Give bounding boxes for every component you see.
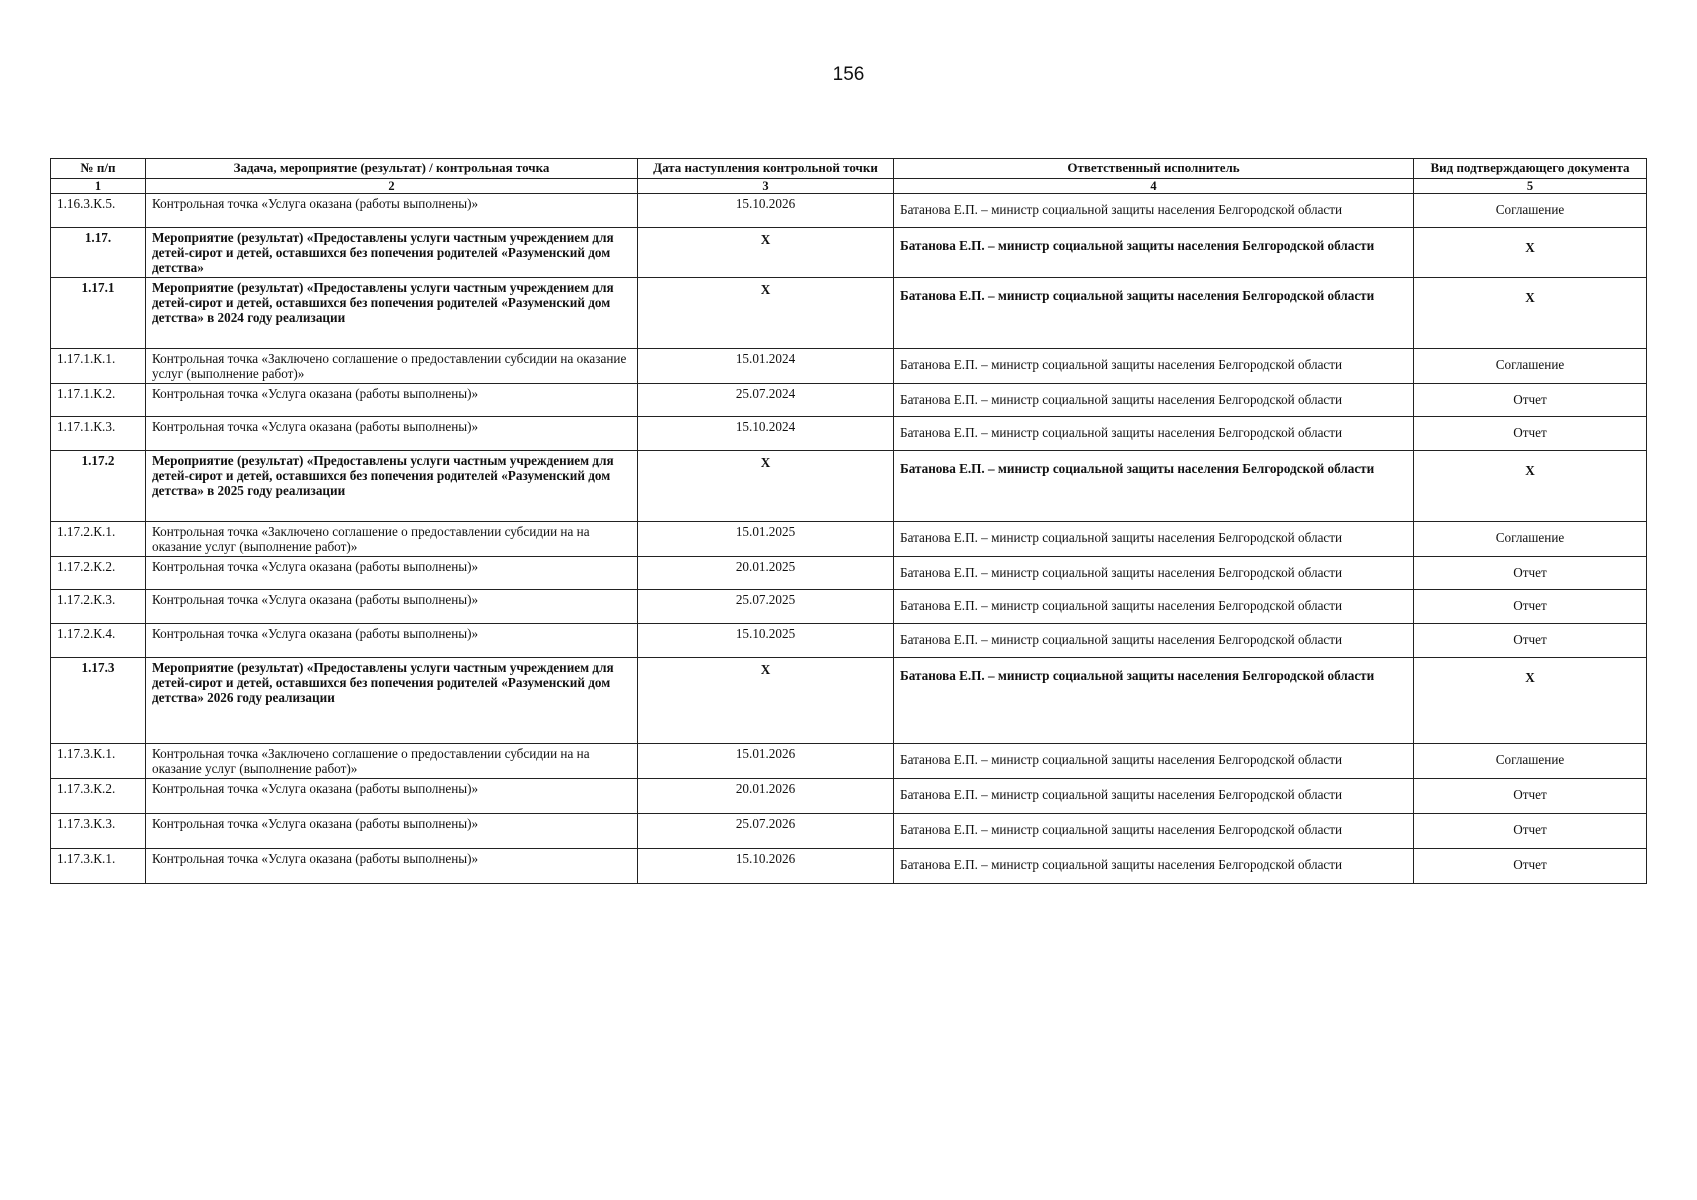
activity-row (51, 451, 1647, 522)
row-document: Х (1414, 278, 1647, 349)
row-responsible: Батанова Е.П. – министр социальной защиты населения Белгородской области (894, 349, 1414, 384)
row-document: Отчет (1414, 590, 1647, 624)
row-responsible: Батанова Е.П. – министр социальной защиты населения Белгородской области (894, 658, 1414, 744)
control-point-row (51, 849, 1647, 884)
row-date: 15.10.2026 (638, 194, 894, 228)
row-number: 1.17.1 (51, 278, 146, 349)
row-date: 20.01.2026 (638, 779, 894, 814)
control-points-table (50, 158, 1647, 884)
control-point-row (51, 779, 1647, 814)
row-number: 1.17.2 (51, 451, 146, 522)
row-task: Контрольная точка «Заключено соглашение о предоставлении субсидии на оказание услуг (выполнение работ)» (146, 349, 638, 384)
column-number: 4 (894, 178, 1414, 193)
row-number: 1.17. (51, 228, 146, 278)
row-document: Соглашение (1414, 744, 1647, 779)
row-task: Мероприятие (результат) «Предоставлены услуги частным учреждением для детей-сирот и детей, оставшихся без попечения родителей «Разуменский дом детства» 2026 году реализации (146, 658, 638, 744)
control-point-row (51, 349, 1647, 384)
row-date: 15.10.2025 (638, 624, 894, 658)
row-document: Х (1414, 228, 1647, 278)
row-responsible: Батанова Е.П. – министр социальной защиты населения Белгородской области (894, 278, 1414, 349)
row-task: Контрольная точка «Услуга оказана (работы выполнены)» (146, 384, 638, 417)
control-point-row (51, 417, 1647, 451)
row-number: 1.17.2.К.2. (51, 557, 146, 590)
row-responsible: Батанова Е.П. – министр социальной защиты населения Белгородской области (894, 522, 1414, 557)
activity-row (51, 658, 1647, 744)
row-responsible: Батанова Е.П. – министр социальной защиты населения Белгородской области (894, 779, 1414, 814)
row-task: Контрольная точка «Услуга оказана (работы выполнены)» (146, 194, 638, 228)
row-responsible: Батанова Е.П. – министр социальной защиты населения Белгородской области (894, 557, 1414, 590)
row-date: 15.10.2026 (638, 849, 894, 884)
row-task: Контрольная точка «Услуга оказана (работы выполнены)» (146, 590, 638, 624)
control-point-row (51, 557, 1647, 590)
page-number: 156 (832, 64, 865, 85)
control-point-row (51, 194, 1647, 228)
control-point-row (51, 590, 1647, 624)
row-document: Отчет (1414, 814, 1647, 849)
activity-row (51, 228, 1647, 278)
row-document: Соглашение (1414, 349, 1647, 384)
row-task: Контрольная точка «Услуга оказана (работы выполнены)» (146, 557, 638, 590)
column-number: 1 (51, 178, 146, 193)
control-point-row (51, 744, 1647, 779)
row-document: Соглашение (1414, 194, 1647, 228)
column-number: 3 (638, 178, 894, 193)
header-row (51, 159, 1647, 179)
activity-row (51, 278, 1647, 349)
column-number: 5 (1414, 178, 1647, 193)
row-responsible: Батанова Е.П. – министр социальной защиты населения Белгородской области (894, 744, 1414, 779)
row-responsible: Батанова Е.П. – министр социальной защиты населения Белгородской области (894, 417, 1414, 451)
row-document: Отчет (1414, 624, 1647, 658)
control-point-row (51, 522, 1647, 557)
row-document: Х (1414, 451, 1647, 522)
row-document: Отчет (1414, 384, 1647, 417)
header-date: Дата наступления контрольной точки (638, 159, 894, 179)
row-date: 15.01.2024 (638, 349, 894, 384)
row-task: Контрольная точка «Услуга оказана (работы выполнены)» (146, 624, 638, 658)
row-task: Мероприятие (результат) «Предоставлены услуги частным учреждением для детей-сирот и детей, оставшихся без попечения родителей «Разуменский дом детства» в 2024 году реализации (146, 278, 638, 349)
row-number: 1.17.2.К.3. (51, 590, 146, 624)
row-responsible: Батанова Е.П. – министр социальной защиты населения Белгородской области (894, 451, 1414, 522)
row-document: Отчет (1414, 417, 1647, 451)
row-date: Х (638, 451, 894, 522)
control-point-row (51, 814, 1647, 849)
row-document: Отчет (1414, 779, 1647, 814)
column-number: 2 (146, 178, 638, 193)
row-task: Контрольная точка «Услуга оказана (работы выполнены)» (146, 814, 638, 849)
row-number: 1.17.3.К.1. (51, 744, 146, 779)
row-task: Контрольная точка «Заключено соглашение о предоставлении субсидии на на оказание услуг (выполнение работ)» (146, 744, 638, 779)
row-date: 25.07.2026 (638, 814, 894, 849)
row-responsible: Батанова Е.П. – министр социальной защиты населения Белгородской области (894, 228, 1414, 278)
header-task: Задача, мероприятие (результат) / контрольная точка (146, 159, 638, 179)
row-number: 1.17.3 (51, 658, 146, 744)
header-num: № п/п (51, 159, 146, 179)
row-number: 1.17.3.К.1. (51, 849, 146, 884)
row-number: 1.17.1.К.3. (51, 417, 146, 451)
table-header (51, 159, 1647, 194)
row-responsible: Батанова Е.П. – министр социальной защиты населения Белгородской области (894, 194, 1414, 228)
row-task: Контрольная точка «Услуга оказана (работы выполнены)» (146, 417, 638, 451)
row-number: 1.17.2.К.1. (51, 522, 146, 557)
row-date: Х (638, 228, 894, 278)
control-point-row (51, 384, 1647, 417)
row-document: Отчет (1414, 557, 1647, 590)
row-date: 15.01.2025 (638, 522, 894, 557)
row-task: Контрольная точка «Заключено соглашение о предоставлении субсидии на на оказание услуг (выполнение работ)» (146, 522, 638, 557)
column-number-row (51, 178, 1647, 193)
row-number: 1.17.1.К.2. (51, 384, 146, 417)
row-date: 25.07.2024 (638, 384, 894, 417)
row-responsible: Батанова Е.П. – министр социальной защиты населения Белгородской области (894, 849, 1414, 884)
row-task: Контрольная точка «Услуга оказана (работы выполнены)» (146, 779, 638, 814)
row-date: 25.07.2025 (638, 590, 894, 624)
row-number: 1.17.1.К.1. (51, 349, 146, 384)
row-date: 15.10.2024 (638, 417, 894, 451)
row-number: 1.16.3.К.5. (51, 194, 146, 228)
row-responsible: Батанова Е.П. – министр социальной защиты населения Белгородской области (894, 590, 1414, 624)
table-body (51, 194, 1647, 884)
header-document: Вид подтверждающего документа (1414, 159, 1647, 179)
row-number: 1.17.3.К.2. (51, 779, 146, 814)
header-responsible: Ответственный исполнитель (894, 159, 1414, 179)
row-responsible: Батанова Е.П. – министр социальной защиты населения Белгородской области (894, 384, 1414, 417)
row-responsible: Батанова Е.П. – министр социальной защиты населения Белгородской области (894, 814, 1414, 849)
row-date: Х (638, 658, 894, 744)
row-task: Контрольная точка «Услуга оказана (работы выполнены)» (146, 849, 638, 884)
row-date: 20.01.2025 (638, 557, 894, 590)
row-date: Х (638, 278, 894, 349)
row-task: Мероприятие (результат) «Предоставлены услуги частным учреждением для детей-сирот и детей, оставшихся без попечения родителей «Разуменский дом детства» (146, 228, 638, 278)
row-task: Мероприятие (результат) «Предоставлены услуги частным учреждением для детей-сирот и детей, оставшихся без попечения родителей «Разуменский дом детства» в 2025 году реализации (146, 451, 638, 522)
row-document: Соглашение (1414, 522, 1647, 557)
row-responsible: Батанова Е.П. – министр социальной защиты населения Белгородской области (894, 624, 1414, 658)
row-number: 1.17.3.К.3. (51, 814, 146, 849)
row-number: 1.17.2.К.4. (51, 624, 146, 658)
row-document: Х (1414, 658, 1647, 744)
row-date: 15.01.2026 (638, 744, 894, 779)
control-point-row (51, 624, 1647, 658)
row-document: Отчет (1414, 849, 1647, 884)
